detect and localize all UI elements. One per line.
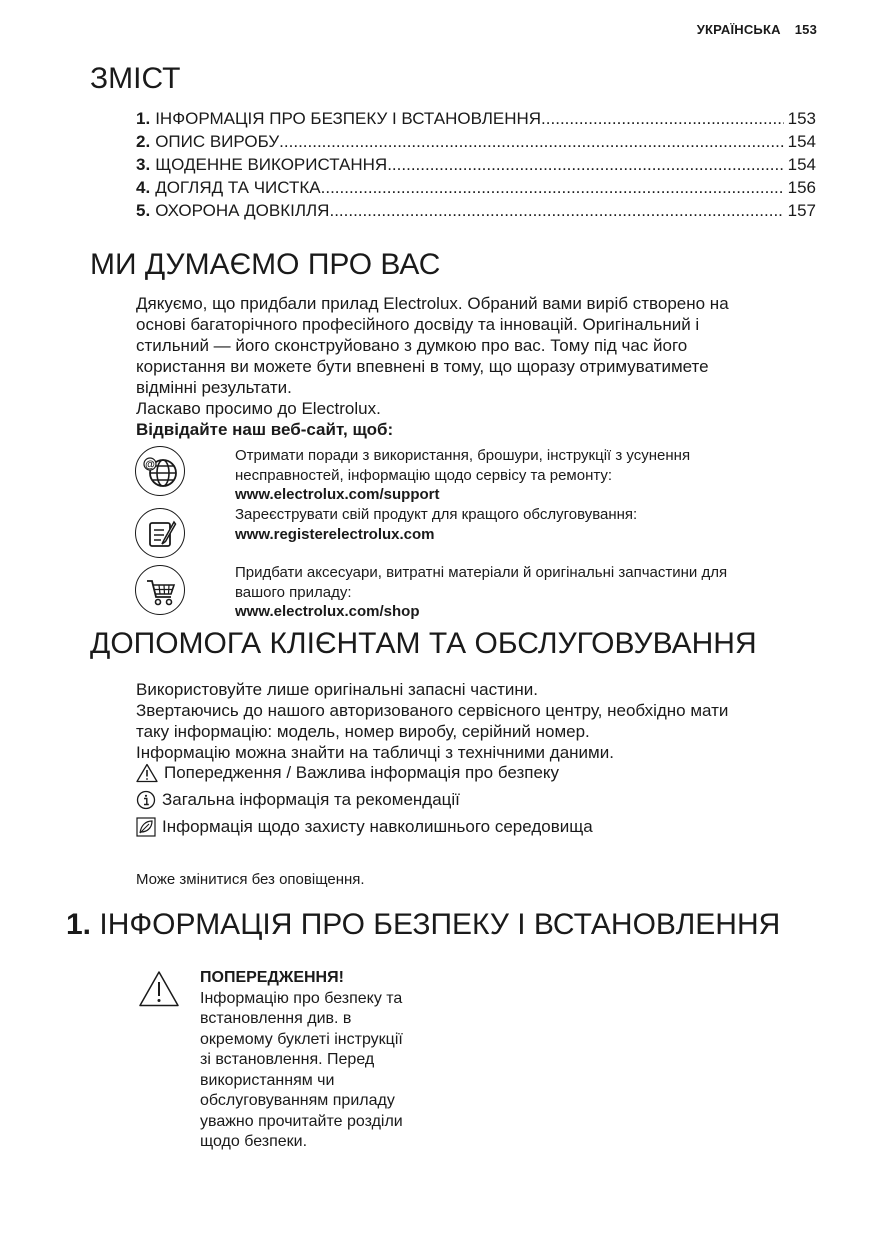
text-line: Зареєструвати свій продукт для кращого обслуговування: bbox=[235, 506, 638, 523]
legend-label: Загальна інформація та рекомендації bbox=[162, 790, 460, 809]
text-line: щодо безпеки. bbox=[200, 1133, 308, 1150]
shop-link-block bbox=[235, 563, 815, 622]
register-link-block bbox=[235, 505, 815, 544]
text-line: основі багаторічного професійного досвіду та інновацій. Оригінальний і bbox=[136, 315, 700, 334]
language-label: УКРАЇНСЬКА bbox=[696, 22, 781, 37]
toc-item-page: 153 bbox=[787, 109, 816, 128]
shopping-cart-icon bbox=[135, 565, 185, 615]
toc-item-label: ОХОРОНА ДОВКІЛЛЯ bbox=[155, 201, 330, 220]
toc-leader bbox=[329, 201, 783, 221]
safety-section-title bbox=[66, 908, 780, 942]
toc-item-number: 3. bbox=[136, 155, 151, 174]
toc-item[interactable] bbox=[136, 109, 816, 132]
toc-item-label: ЩОДЕННЕ ВИКОРИСТАННЯ bbox=[155, 155, 388, 174]
toc-item[interactable] bbox=[136, 155, 816, 178]
text-line: несправностей, інформацію щодо сервісу та ремонту: bbox=[235, 466, 613, 484]
svg-text:@: @ bbox=[145, 459, 155, 471]
warning-icon bbox=[136, 763, 158, 783]
help-text bbox=[136, 679, 816, 763]
toc-item[interactable] bbox=[136, 201, 816, 224]
text-line: використанням чи bbox=[200, 1071, 335, 1089]
toc-leader bbox=[279, 132, 783, 152]
text-line: Інформацію можна знайти на табличці з технічними даними. bbox=[136, 743, 614, 762]
text-line: стильний — його сконструйовано з думкою про вас. Тому під час його bbox=[136, 336, 688, 355]
welcome-text: Ласкаво просимо до Electrolux. bbox=[136, 399, 381, 418]
text-line: уважно прочитайте розділи bbox=[200, 1112, 403, 1130]
toc-item-page: 154 bbox=[787, 132, 816, 151]
page-header bbox=[697, 22, 817, 37]
info-icon bbox=[136, 790, 156, 810]
legend-label: Інформація щодо захисту навколишнього середовища bbox=[162, 817, 593, 836]
legend-warning bbox=[136, 763, 559, 783]
warning-title: ПОПЕРЕДЖЕННЯ! bbox=[200, 969, 344, 986]
care-section-title: МИ ДУМАЄМО ПРО ВАС bbox=[90, 248, 441, 281]
safety-warning-box bbox=[200, 968, 440, 1153]
toc-leader bbox=[541, 109, 784, 129]
table-of-contents bbox=[136, 109, 816, 224]
toc-item-number: 2. bbox=[136, 132, 151, 151]
toc-title: ЗМІСТ bbox=[90, 62, 181, 95]
toc-item-label: ІНФОРМАЦІЯ ПРО БЕЗПЕКУ І ВСТАНОВЛЕННЯ bbox=[155, 109, 542, 128]
shop-url-link[interactable]: www.electrolux.com/shop bbox=[235, 603, 420, 620]
toc-item-number: 5. bbox=[136, 201, 151, 220]
text-line: Отримати поради з використання, брошури, інструкції з усунення bbox=[235, 447, 691, 464]
toc-item-label: ДОГЛЯД ТА ЧИСТКА bbox=[155, 178, 321, 197]
toc-item[interactable] bbox=[136, 178, 816, 201]
text-line: таку інформацію: модель, номер виробу, серійний номер. bbox=[136, 722, 590, 741]
text-line: Використовуйте лише оригінальні запасні частини. bbox=[136, 680, 538, 699]
text-line: відмінні результати. bbox=[136, 378, 292, 397]
text-line: обслуговуванням приладу bbox=[200, 1092, 395, 1109]
text-line: Дякуємо, що придбали прилад Electrolux. Обраний вами виріб створено на bbox=[136, 294, 729, 313]
text-line: встановлення див. в bbox=[200, 1010, 352, 1027]
toc-item-number: 4. bbox=[136, 178, 151, 197]
text-line: вашого приладу: bbox=[235, 583, 352, 601]
visit-website-heading: Відвідайте наш веб-сайт, щоб: bbox=[136, 420, 394, 439]
text-line: зі встановлення. Перед bbox=[200, 1051, 375, 1068]
change-notice: Може змінитися без оповіщення. bbox=[136, 871, 365, 888]
section-number: 1. bbox=[66, 908, 92, 941]
leaf-icon bbox=[136, 817, 156, 837]
care-intro-text bbox=[136, 293, 816, 398]
toc-item-page: 156 bbox=[787, 178, 816, 197]
toc-item-label: ОПИС ВИРОБУ bbox=[155, 132, 280, 151]
text-line: Звертаючись до нашого авторизованого сервісного центру, необхідно мати bbox=[136, 701, 729, 720]
section-title-text: ІНФОРМАЦІЯ ПРО БЕЗПЕКУ І ВСТАНОВЛЕННЯ bbox=[99, 908, 781, 941]
page-number: 153 bbox=[794, 22, 817, 37]
register-icon bbox=[135, 508, 185, 558]
legend-label: Попередження / Важлива інформація про безпеку bbox=[164, 763, 560, 782]
text-line: користання ви можете бути впевнені в тому, що щоразу отримуватимете bbox=[136, 357, 709, 376]
legend-info bbox=[136, 790, 460, 810]
support-url-link[interactable]: www.electrolux.com/support bbox=[235, 486, 440, 503]
text-line: окремому буклеті інструкції bbox=[200, 1030, 403, 1048]
text-line: Придбати аксесуари, витратні матеріали й оригінальні запчастини для bbox=[235, 564, 728, 581]
legend-environment bbox=[136, 817, 593, 837]
toc-item[interactable] bbox=[136, 132, 816, 155]
support-link-block bbox=[235, 446, 815, 505]
toc-item-number: 1. bbox=[136, 109, 151, 128]
toc-item-page: 154 bbox=[787, 155, 816, 174]
globe-icon bbox=[135, 446, 185, 496]
register-url-link[interactable]: www.registerelectrolux.com bbox=[235, 525, 435, 543]
toc-item-page: 157 bbox=[787, 201, 816, 220]
toc-leader bbox=[387, 155, 783, 175]
help-section-title: ДОПОМОГА КЛІЄНТАМ ТА ОБСЛУГОВУВАННЯ bbox=[90, 627, 757, 660]
toc-leader bbox=[321, 178, 784, 198]
text-line: Інформацію про безпеку та bbox=[200, 989, 403, 1007]
warning-icon bbox=[138, 970, 180, 1008]
